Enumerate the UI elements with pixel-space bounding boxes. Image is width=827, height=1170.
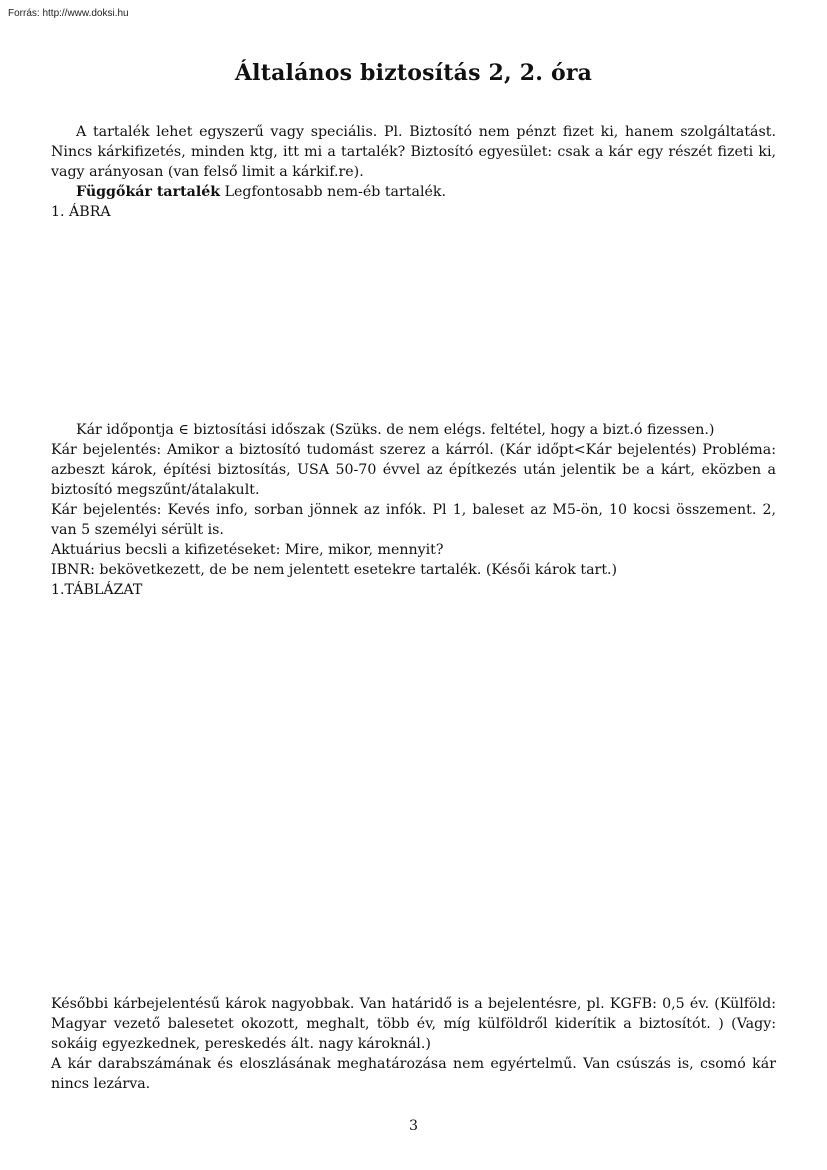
paragraph-claim-info: Kár bejelentés: Kevés info, sorban jönnek az infók. Pl 1, baleset az M5-ön, 10 kocsi összement. 2, van 5 személyi sérült is. [51, 502, 776, 538]
term-pending-claims-reserve: Függőkár tartalék [76, 184, 221, 200]
page-title: Általános biztosítás 2, 2. óra [234, 60, 593, 86]
page-number: 3 [408, 1118, 419, 1134]
pending-claims-description: Legfontosabb nem-éb tartalék. [220, 184, 446, 200]
paragraph-actuary: Aktuárius becsli a kifizetéseket: Mire, mikor, mennyit? [51, 542, 444, 558]
section-claims [51, 420, 776, 600]
paragraph-pending-claims [51, 182, 776, 202]
table-label: 1.TÁBLÁZAT [51, 582, 143, 598]
paragraph-claim-report: Kár bejelentés: Amikor a biztosító tudomást szerez a kárról. (Kár időpt<Kár bejelentés) Probléma: azbeszt károk, építési biztosítás, USA 50-70 évvel az építkezés után jelentik be a kárt, eközben a biztosító megszűnt/átalakult. [51, 442, 776, 498]
section-intro [51, 122, 776, 222]
paragraph-ibnr: IBNR: bekövetkezett, de be nem jelentett esetekre tartalék. (Késői károk tart.) [51, 562, 618, 578]
table-placeholder [51, 604, 776, 990]
figure-label: 1. ÁBRA [51, 204, 111, 220]
section-late-claims [51, 994, 776, 1094]
paragraph-claim-count: A kár darabszámának és eloszlásának meghatározása nem egyértelmű. Van csúszás is, csomó kár nincs lezárva. [51, 1056, 776, 1092]
paragraph-reserve-types: A tartalék lehet egyszerű vagy speciális. Pl. Biztosító nem pénzt fizet ki, hanem szolgáltatást. Nincs kárkifizetés, minden ktg, itt mi a tartalék? Biztosító egyesület: csak a kár egy részét fizeti ki, vagy arányosan (van felső limit a kárkif.re). [51, 124, 776, 180]
source-line: Forrás: http://www.doksi.hu [8, 8, 129, 19]
figure-placeholder [51, 228, 776, 418]
paragraph-claim-date: Kár időpontja ∈ biztosítási időszak (Szüks. de nem elégs. feltétel, hogy a bizt.ó fizessen.) [76, 422, 715, 438]
paragraph-late-claims: Későbbi kárbejelentésű károk nagyobbak. Van határidő is a bejelentésre, pl. KGFB: 0,5 év. (Külföld: Magyar vezető balesetet okozott, meghalt, több év, míg külföldről kiderítik a biztosítót. ) (Vagy: sokáig egyezkednek, pereskedés ált. nagy károknál.) [51, 996, 776, 1052]
